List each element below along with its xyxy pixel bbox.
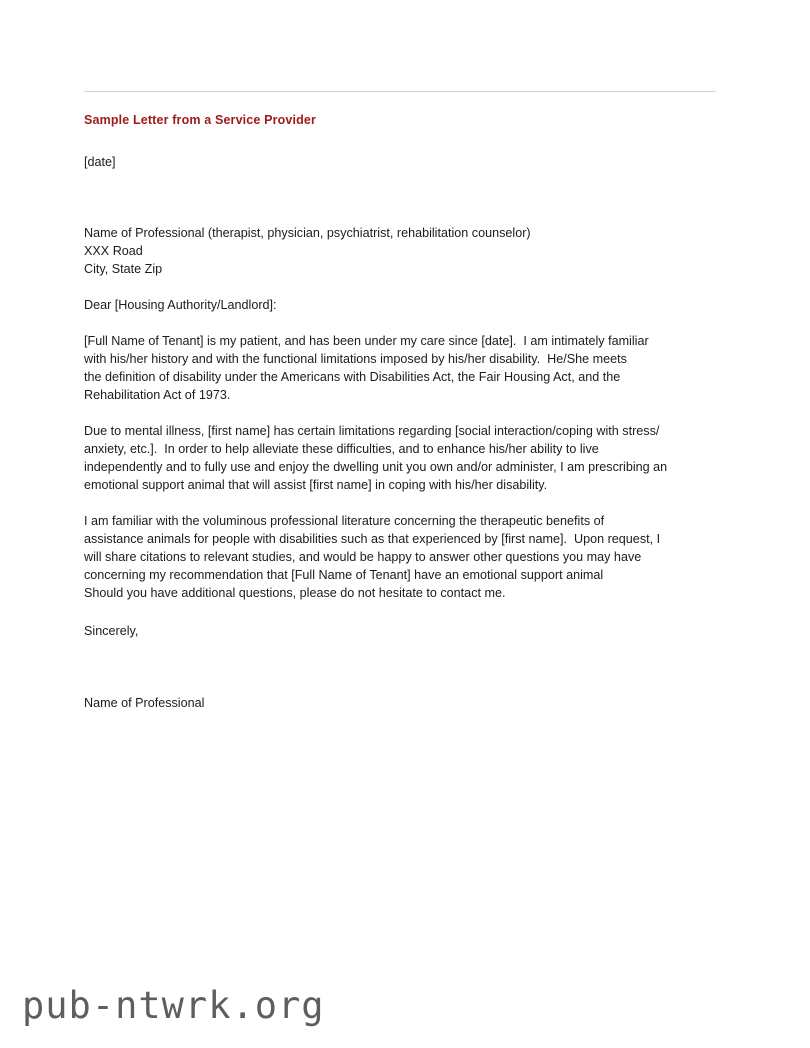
body-paragraph-1 <box>84 332 718 404</box>
salutation: Dear [Housing Authority/Landlord]: <box>84 298 277 312</box>
paragraph-line: anxiety, etc.]. In order to help alleviate these difficulties, and to enhance his/her ability to live <box>84 442 599 456</box>
recipient-street-line: XXX Road <box>84 244 143 258</box>
header-divider <box>84 91 716 92</box>
paragraph-line: independently and to fully use and enjoy the dwelling unit you own and/or administer, I am prescribing an <box>84 460 668 474</box>
signature-name: Name of Professional <box>84 696 205 710</box>
letter-body <box>84 112 718 712</box>
recipient-city-state-zip-line: City, State Zip <box>84 262 163 276</box>
recipient-name-line: Name of Professional (therapist, physician, psychiatrist, rehabilitation counselor) <box>84 226 531 240</box>
recipient-address-block <box>84 224 718 278</box>
paragraph-line: I am familiar with the voluminous professional literature concerning the therapeutic benefits of <box>84 514 605 528</box>
closing-salutation: Sincerely, <box>84 624 139 638</box>
paragraph-line: with his/her history and with the functional limitations imposed by his/her disability. He/She meets <box>84 352 627 366</box>
paragraph-line: emotional support animal that will assist [first name] in coping with his/her disability. <box>84 478 548 492</box>
page-title: Sample Letter from a Service Provider <box>84 113 317 127</box>
paragraph-line: assistance animals for people with disabilities such as that experienced by [first name]. Upon request, I <box>84 532 661 546</box>
body-paragraph-3 <box>84 512 718 602</box>
paragraph-line: will share citations to relevant studies, and would be happy to answer other questions you may have <box>84 550 642 564</box>
body-paragraph-2 <box>84 422 718 494</box>
paragraph-line: the definition of disability under the Americans with Disabilities Act, the Fair Housing Act, and the <box>84 370 621 384</box>
paragraph-line: Due to mental illness, [first name] has certain limitations regarding [social interaction/coping with stress/ <box>84 424 660 438</box>
paragraph-line: Should you have additional questions, please do not hesitate to contact me. <box>84 586 506 600</box>
paragraph-line: Rehabilitation Act of 1973. <box>84 388 231 402</box>
paragraph-line: [Full Name of Tenant] is my patient, and has been under my care since [date]. I am intimately familiar <box>84 334 649 348</box>
site-watermark: pub-ntwrk.org <box>22 984 325 1027</box>
paragraph-line: concerning my recommendation that [Full Name of Tenant] have an emotional support animal <box>84 568 604 582</box>
date-placeholder: [date] <box>84 155 116 169</box>
